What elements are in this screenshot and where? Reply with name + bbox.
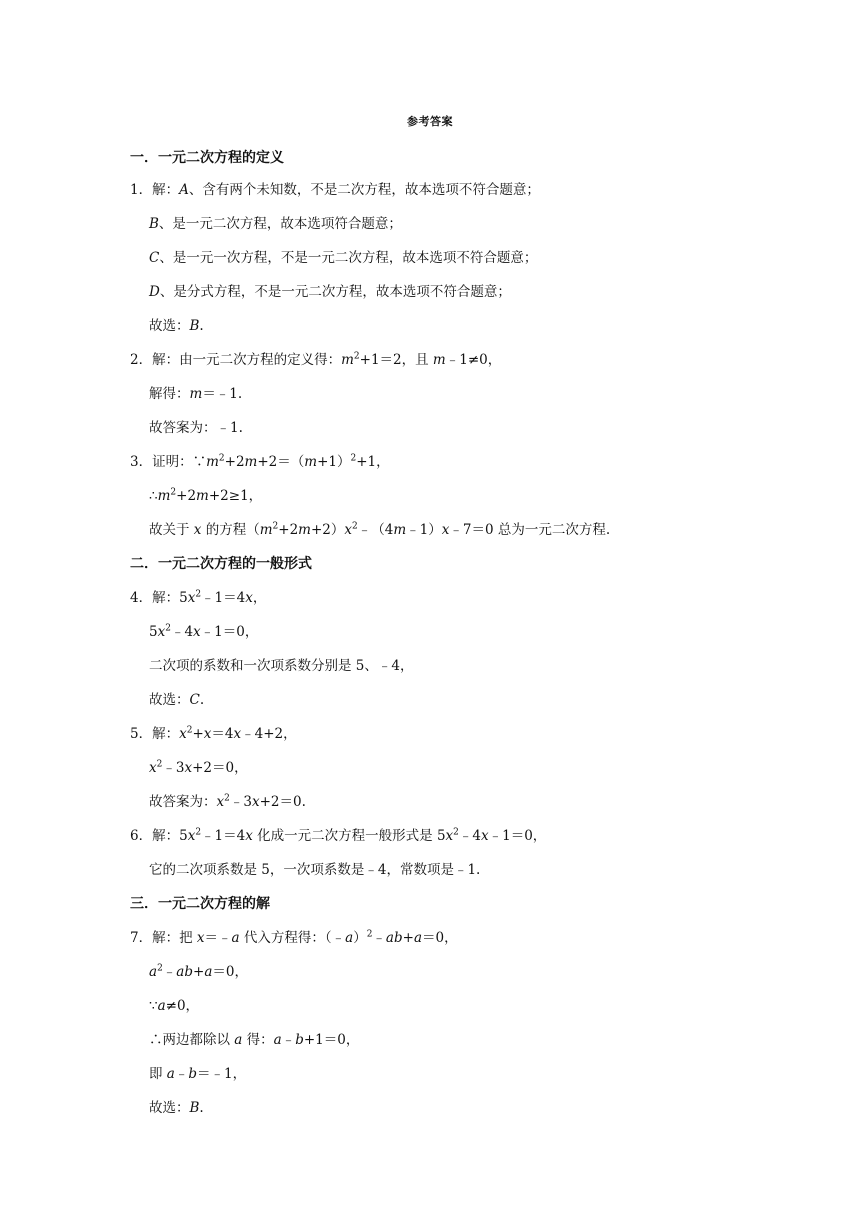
- answer-line: 6．解：$5x^2﹣1=4x$ 化成一元二次方程一般形式是 $5x^2﹣4x﹣1=0$，: [130, 827, 547, 844]
- section-heading: 三．一元二次方程的解: [130, 896, 270, 912]
- answer-line: 4．解：$5x^2﹣1=4x$，: [130, 589, 267, 606]
- answer-line: B、是一元二次方程，故本选项符合题意；: [149, 216, 402, 232]
- answer-line: ∵a≠0，: [149, 998, 200, 1014]
- answer-line: 解得：m＝﹣1.: [149, 386, 243, 402]
- answer-line: 1．解：A、含有两个未知数，不是二次方程，故本选项不符合题意；: [130, 182, 540, 198]
- section-heading: 一．一元二次方程的定义: [130, 150, 284, 166]
- answer-line: 7．解：把 x＝﹣a 代入方程得：（﹣a）$^2$﹣ab+a＝0，: [130, 929, 458, 946]
- answer-line: 3．证明：$\because m^2+2m+2=(m+1)^2+1$，: [130, 453, 390, 470]
- answer-line: $5x^2﹣4x﹣1=0$，: [149, 623, 259, 640]
- answer-line: $a^2﹣ab+a=0$，: [149, 963, 248, 980]
- answer-line: 故答案为：$x^2﹣3x+2=0$.: [149, 793, 306, 810]
- answer-line: D、是分式方程，不是一元二次方程，故本选项不符合题意；: [149, 284, 511, 300]
- answer-line: 故选：B.: [149, 1100, 204, 1116]
- answer-line: 故选：B.: [149, 318, 204, 334]
- answer-line: C、是一元一次方程，不是一元二次方程，故本选项不符合题意；: [149, 250, 538, 266]
- answer-line: 5．解：$x^2+x=4x﹣4+2$，: [130, 725, 297, 742]
- answer-line: 2．解：由一元二次方程的定义得：$m^2+1=2$，且 m﹣1≠0，: [130, 351, 502, 368]
- answer-line: $\therefore m^2+2m+2\ge 1$，: [149, 487, 263, 504]
- answer-line: ∴两边都除以 a 得：a﹣b+1＝0，: [149, 1032, 360, 1048]
- answer-line: 故选：C.: [149, 692, 205, 708]
- answer-line: 即 a﹣b＝﹣1，: [149, 1066, 247, 1082]
- answer-line: 故关于 x 的方程$(m^2+2m+2)x^2﹣(4m﹣1)x﹣7=0$ 总为一元二次方程.: [149, 521, 611, 538]
- answer-line: 故答案为：﹣1.: [149, 420, 243, 436]
- section-heading: 二．一元二次方程的一般形式: [130, 556, 312, 572]
- answer-line: $x^2﹣3x+2=0$，: [149, 759, 248, 776]
- answer-line: 二次项的系数和一次项系数分别是 5、﹣4，: [149, 658, 414, 674]
- page-title: 参考答案: [407, 115, 453, 128]
- answer-line: 它的二次项系数是 5，一次项系数是﹣4，常数项是﹣1.: [149, 862, 481, 878]
